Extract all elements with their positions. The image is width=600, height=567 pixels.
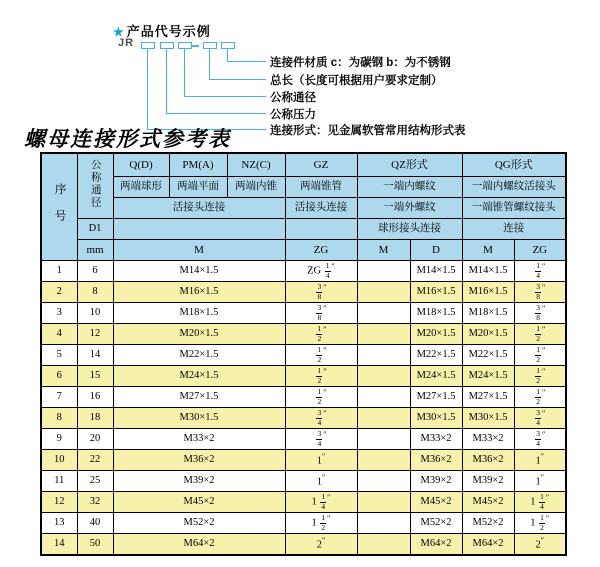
table-cell: 14: [77, 345, 113, 366]
inch-mark: ″: [541, 429, 546, 439]
table-cell: 1″: [285, 471, 357, 492]
fraction: $\frac{3}{8}$: [536, 302, 540, 322]
table-row: [41, 345, 566, 366]
table-body: [41, 261, 566, 556]
table-cell: M14×1.5: [462, 261, 514, 282]
table-row: [41, 450, 566, 471]
inch-mark: ″: [327, 492, 331, 502]
table-cell: [514, 282, 566, 303]
fraction: $\frac{1}{4}$: [325, 260, 330, 280]
header-unit-mm: mm: [77, 240, 113, 261]
connector-line: [166, 49, 167, 113]
table-cell: 1″: [514, 471, 566, 492]
table-cell: M18×1.5: [462, 303, 514, 324]
inch-mark: ″: [540, 452, 545, 462]
connector-line: [147, 49, 148, 129]
table-cell: M24×1.5: [462, 366, 514, 387]
nut-connection-reference-table: [40, 152, 567, 556]
col-header-q: Q(D): [113, 153, 169, 177]
inch-mark: ″: [540, 536, 545, 546]
inch-mark: ″: [321, 536, 326, 546]
table-cell: M52×2: [410, 513, 462, 534]
table-cell: 20: [77, 429, 113, 450]
table-cell: M24×1.5: [113, 366, 285, 387]
code-prefix: JR: [118, 37, 135, 49]
inch-mark: ″: [323, 366, 327, 376]
header-unit-zg-gz: ZG: [285, 240, 357, 261]
inch-mark: ″: [323, 282, 327, 292]
inch-mark: ″: [323, 324, 327, 334]
table-cell: M33×2: [462, 429, 514, 450]
table-cell: M45×2: [113, 492, 285, 513]
fraction: $\frac{1}{2}$: [536, 323, 540, 343]
table-cell: 10: [77, 303, 113, 324]
diameter-vertical-text: 公称通径: [89, 159, 101, 210]
table-cell: 1: [41, 261, 77, 282]
inch-mark: ″: [541, 303, 546, 313]
table-cell: 13: [41, 513, 77, 534]
table-cell: [285, 429, 357, 450]
code-box-4: [203, 42, 217, 49]
inch-mark: ″: [323, 387, 327, 397]
table-cell: [285, 366, 357, 387]
header-qz-external-thread: 一端外螺纹: [357, 198, 462, 219]
table-cell: 1″: [514, 450, 566, 471]
table-cell: 22: [77, 450, 113, 471]
table-title: 螺母连接形式参考表: [24, 127, 231, 151]
table-row: [41, 303, 566, 324]
table-cell: M30×1.5: [113, 408, 285, 429]
table-cell: M39×2: [462, 471, 514, 492]
inch-mark: ″: [331, 261, 335, 271]
table-cell: [357, 366, 410, 387]
table-cell: [357, 534, 410, 556]
header-row-connection: [41, 198, 566, 219]
table-cell: M36×2: [462, 450, 514, 471]
table-cell: [357, 429, 410, 450]
header-row-d1: [41, 219, 566, 240]
table-cell: M52×2: [462, 513, 514, 534]
inch-mark: ″: [545, 492, 550, 502]
table-cell: 1 $\frac{1}{4}$ ″: [514, 492, 566, 513]
table-row: [41, 366, 566, 387]
inch-mark: ″: [541, 282, 546, 292]
header-row-groups: [41, 153, 566, 177]
col-header-qg: QG形式: [462, 153, 566, 177]
table-cell: [357, 450, 410, 471]
fraction: $\frac{3}{4}$: [536, 407, 540, 427]
table-cell: [357, 471, 410, 492]
code-dash: [192, 45, 199, 47]
table-cell: M27×1.5: [113, 387, 285, 408]
fraction: $\frac{3}{8}$: [317, 302, 322, 322]
fraction: $\frac{1}{2}$: [536, 344, 540, 364]
table-cell: [285, 282, 357, 303]
table-cell: [514, 429, 566, 450]
fraction: $\frac{3}{8}$: [317, 281, 322, 301]
table-cell: M16×1.5: [462, 282, 514, 303]
col-header-nz: NZ(C): [227, 153, 285, 177]
serial-vertical-text: 序号: [53, 182, 66, 236]
connector-line: [209, 49, 210, 79]
table-cell: [514, 387, 566, 408]
col-header-pm: PM(A): [169, 153, 227, 177]
header-desc-qg: 一端内螺纹活接头: [462, 177, 566, 198]
fraction: $\frac{1}{2}$: [536, 365, 540, 385]
table-cell: M64×2: [113, 534, 285, 556]
inch-mark: ″: [545, 513, 550, 523]
inch-mark: ″: [321, 473, 326, 483]
code-box-5: [221, 42, 235, 49]
header-union-conn-qpn: 活接头连接: [113, 198, 285, 219]
table-cell: 1 $\frac{1}{2}$ ″: [514, 513, 566, 534]
table-cell: 32: [77, 492, 113, 513]
table-cell: 40: [77, 513, 113, 534]
table-cell: M24×1.5: [410, 366, 462, 387]
header-blank-qpn: [113, 219, 285, 240]
table-cell: M27×1.5: [410, 387, 462, 408]
table-cell: [514, 261, 566, 282]
star-icon: ★: [113, 25, 125, 39]
inch-mark: ″: [323, 408, 327, 418]
table-cell: 4: [41, 324, 77, 345]
fraction: $\frac{3}{4}$: [536, 428, 540, 448]
fraction: $\frac{1}{2}$: [317, 365, 322, 385]
header-desc-pm: 两端平面: [169, 177, 227, 198]
inch-mark: ″: [541, 261, 546, 271]
table-cell: M20×1.5: [113, 324, 285, 345]
table-cell: 11: [41, 471, 77, 492]
table-cell: M33×2: [410, 429, 462, 450]
table-cell: 6: [41, 366, 77, 387]
table-cell: [357, 345, 410, 366]
table-cell: M36×2: [113, 450, 285, 471]
inch-mark: ″: [541, 324, 546, 334]
table-cell: M20×1.5: [410, 324, 462, 345]
table-cell: [357, 387, 410, 408]
table-cell: [514, 303, 566, 324]
fraction: $\frac{3}{4}$: [317, 428, 322, 448]
table-cell: ZG $\frac{1}{4}$ ″: [285, 261, 357, 282]
table-cell: [357, 513, 410, 534]
table-cell: [514, 345, 566, 366]
inch-mark: ″: [541, 408, 546, 418]
table-cell: M52×2: [113, 513, 285, 534]
header-row-units: [41, 240, 566, 261]
table-cell: 1″: [285, 450, 357, 471]
connector-line: [166, 113, 266, 114]
col-header-gz: GZ: [285, 153, 357, 177]
table-cell: M14×1.5: [113, 261, 285, 282]
table-row: [41, 282, 566, 303]
fraction: $\frac{1}{2}$: [321, 512, 326, 532]
table-cell: M36×2: [410, 450, 462, 471]
table-cell: 2: [41, 282, 77, 303]
header-unit-m-qpn: M: [113, 240, 285, 261]
table-cell: [514, 408, 566, 429]
table-row: [41, 429, 566, 450]
table-cell: M20×1.5: [462, 324, 514, 345]
table-cell: M14×1.5: [410, 261, 462, 282]
table-cell: [514, 366, 566, 387]
header-row-descriptions: [41, 177, 566, 198]
table-cell: [357, 408, 410, 429]
col-header-nominal-diameter: [77, 153, 113, 219]
table-cell: M30×1.5: [462, 408, 514, 429]
header-qz-ball-joint-conn: 球形接头连接: [357, 219, 462, 240]
table-cell: [357, 324, 410, 345]
fraction: $\frac{1}{4}$: [321, 491, 326, 511]
table-cell: [357, 261, 410, 282]
table-cell: M27×1.5: [462, 387, 514, 408]
table-cell: M18×1.5: [410, 303, 462, 324]
inch-mark: ″: [323, 345, 327, 355]
table-cell: M39×2: [113, 471, 285, 492]
header-qg-conn: 连接: [462, 219, 566, 240]
header-unit-d-qz: D: [410, 240, 462, 261]
table-cell: 8: [41, 408, 77, 429]
inch-mark: ″: [541, 387, 546, 397]
table-cell: M18×1.5: [113, 303, 285, 324]
table-row: [41, 534, 566, 556]
table-cell: 6: [77, 261, 113, 282]
table-cell: M64×2: [462, 534, 514, 556]
table-cell: M64×2: [410, 534, 462, 556]
header-desc-qz: 一端内螺纹: [357, 177, 462, 198]
fraction: $\frac{1}{2}$: [536, 386, 540, 406]
table-cell: [357, 492, 410, 513]
header-unit-m-qg: M: [462, 240, 514, 261]
table-cell: [357, 303, 410, 324]
connector-line: [227, 49, 228, 61]
table-cell: M39×2: [410, 471, 462, 492]
table-row: [41, 387, 566, 408]
connector-line: [209, 79, 266, 80]
table-cell: [285, 345, 357, 366]
table-cell: M22×1.5: [113, 345, 285, 366]
table-cell: M16×1.5: [410, 282, 462, 303]
header-blank-gz: [285, 219, 357, 240]
label-connection-form: 连接形式：见金属软管常用结构形式表: [270, 125, 466, 137]
inch-mark: ″: [541, 366, 546, 376]
table-row: [41, 408, 566, 429]
table-cell: 1 $\frac{1}{2}$ ″: [285, 513, 357, 534]
table-cell: M22×1.5: [462, 345, 514, 366]
table-cell: 3: [41, 303, 77, 324]
table-cell: M22×1.5: [410, 345, 462, 366]
fraction: $\frac{3}{8}$: [536, 281, 540, 301]
table-cell: 50: [77, 534, 113, 556]
header-unit-m-qz: M: [357, 240, 410, 261]
table-cell: M30×1.5: [410, 408, 462, 429]
label-connector-material: 连接件材质 c：为碳钢 b：为不锈钢: [270, 57, 451, 69]
fraction: $\frac{1}{4}$: [536, 260, 540, 280]
table-row: [41, 513, 566, 534]
table-cell: [285, 324, 357, 345]
table-cell: 25: [77, 471, 113, 492]
connector-line: [227, 61, 266, 62]
table-row: [41, 471, 566, 492]
table-cell: 5: [41, 345, 77, 366]
table-cell: 12: [41, 492, 77, 513]
label-nominal-diameter: 公称通径: [270, 92, 316, 104]
table-cell: 18: [77, 408, 113, 429]
table-cell: M33×2: [113, 429, 285, 450]
header-union-conn-gz: 活接头连接: [285, 198, 357, 219]
header-desc-nz: 两端内锥: [227, 177, 285, 198]
header-desc-q: 两端球形: [113, 177, 169, 198]
header-desc-gz: 两端锥管: [285, 177, 357, 198]
code-box-3: [178, 42, 192, 49]
fraction: $\frac{1}{4}$: [540, 491, 544, 511]
header-qg-taper-thread: 一端锥管螺纹接头: [462, 198, 566, 219]
fraction: $\frac{3}{4}$: [317, 407, 322, 427]
table-cell: 1 $\frac{1}{4}$ ″: [285, 492, 357, 513]
table-cell: M45×2: [410, 492, 462, 513]
col-header-serial: [41, 153, 77, 261]
inch-mark: ″: [327, 513, 331, 523]
table-cell: 7: [41, 387, 77, 408]
table-cell: [357, 282, 410, 303]
inch-mark: ″: [323, 429, 327, 439]
label-total-length: 总长（长度可根据用户要求定制）: [270, 75, 443, 87]
inch-mark: ″: [541, 345, 546, 355]
header-d1: D1: [77, 219, 113, 240]
table-row: [41, 492, 566, 513]
label-nominal-pressure: 公称压力: [270, 109, 316, 121]
table-cell: [514, 324, 566, 345]
fraction: $\frac{1}{2}$: [317, 386, 322, 406]
table-cell: 14: [41, 534, 77, 556]
table-cell: M16×1.5: [113, 282, 285, 303]
table-cell: 10: [41, 450, 77, 471]
table-cell: 2″: [285, 534, 357, 556]
table-cell: [285, 303, 357, 324]
code-box-2: [160, 42, 174, 49]
code-box-1: [141, 42, 155, 49]
connector-line: [184, 96, 266, 97]
table-cell: 2″: [514, 534, 566, 556]
table-cell: M45×2: [462, 492, 514, 513]
inch-mark: ″: [540, 473, 545, 483]
table-row: [41, 324, 566, 345]
inch-mark: ″: [321, 452, 326, 462]
table-cell: [285, 387, 357, 408]
product-code-heading-text: 产品代号示例: [126, 24, 211, 39]
fraction: $\frac{1}{2}$: [317, 323, 322, 343]
col-header-qz: QZ形式: [357, 153, 462, 177]
table-cell: 8: [77, 282, 113, 303]
table-cell: [285, 408, 357, 429]
header-unit-zg-qg: ZG: [514, 240, 566, 261]
table-cell: 15: [77, 366, 113, 387]
fraction: $\frac{1}{2}$: [540, 512, 544, 532]
table-cell: 16: [77, 387, 113, 408]
table-row: [41, 261, 566, 282]
fraction: $\frac{1}{2}$: [317, 344, 322, 364]
table-cell: 9: [41, 429, 77, 450]
connector-line: [184, 49, 185, 96]
table-cell: 12: [77, 324, 113, 345]
inch-mark: ″: [323, 303, 327, 313]
